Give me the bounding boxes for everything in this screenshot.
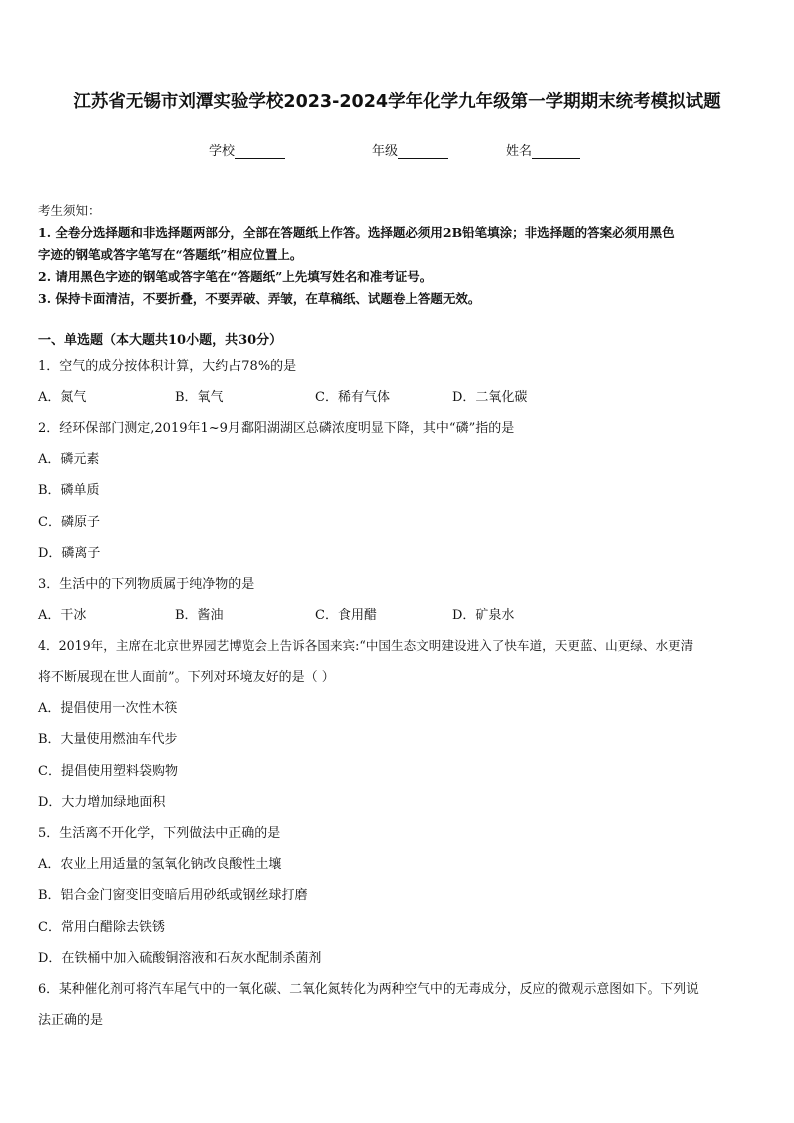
option: B．氧气	[175, 390, 224, 405]
option: A．氮气	[38, 390, 87, 405]
option: D．矿泉水	[452, 608, 515, 623]
grade-field	[372, 140, 448, 159]
option: A．提倡使用一次性木筷	[38, 701, 178, 716]
notice-item: 字迹的钢笔或答字笔写在“答题纸”相应位置上。	[38, 247, 303, 262]
question-stem-continued: 法正确的是	[38, 1013, 104, 1028]
notice-item: 3. 保持卡面清洁，不要折叠，不要弄破、弄皱，在草稿纸、试题卷上答题无效。	[38, 291, 481, 306]
option: D．大力增加绿地面积	[38, 795, 166, 810]
notice-item: 1. 全卷分选择题和非选择题两部分，全部在答题纸上作答。选择题必须用2B铅笔填涂；非选择题的答案必须用黑色	[38, 225, 675, 240]
page-title: 江苏省无锡市刘潭实验学校2023-2024学年化学九年级第一学期期末统考模拟试题	[73, 92, 721, 112]
option: D．在铁桶中加入硫酸铜溶液和石灰水配制杀菌剂	[38, 951, 322, 966]
option: A．磷元素	[38, 452, 100, 467]
question-stem-continued: 将不断展现在世人面前”。下列对环境友好的是（ ）	[38, 670, 335, 685]
question-stem: 1．空气的成分按体积计算，大约占78%的是	[38, 359, 297, 374]
option: C．常用白醋除去铁锈	[38, 920, 165, 935]
school-field	[209, 140, 285, 159]
school-blank	[235, 145, 285, 159]
school-label: 学校	[209, 144, 236, 159]
option: A．农业上用适量的氢氧化钠改良酸性土壤	[38, 857, 282, 872]
name-label: 姓名	[506, 144, 533, 159]
option: B．磷单质	[38, 483, 100, 498]
question-stem: 3．生活中的下列物质属于纯净物的是	[38, 577, 255, 592]
question-stem: 2．经环保部门测定,2019年1~9月鄱阳湖湖区总磷浓度明显下降，其中“磷”指的是	[38, 421, 515, 436]
section-heading: 一、单选题（本大题共10小题，共30分）	[38, 333, 283, 348]
option: D．磷离子	[38, 546, 101, 561]
exam-notice	[38, 200, 760, 310]
option: D．二氧化碳	[452, 390, 528, 405]
option: B．大量使用燃油车代步	[38, 732, 178, 747]
question-stem: 5．生活离不开化学，下列做法中正确的是	[38, 826, 281, 841]
option: C．磷原子	[38, 515, 100, 530]
name-blank	[532, 145, 580, 159]
notice-item: 2. 请用黑色字迹的钢笔或答字笔在“答题纸”上先填写姓名和准考证号。	[38, 269, 433, 284]
grade-label: 年级	[372, 144, 399, 159]
option: C．提倡使用塑料袋购物	[38, 764, 178, 779]
option: C．食用醋	[315, 608, 377, 623]
option: B．酱油	[175, 608, 224, 623]
question-stem: 4．2019年，主席在北京世界园艺博览会上告诉各国来宾:“中国生态文明建设进入了快车道，天更蓝、山更绿、水更清	[38, 638, 694, 653]
grade-blank	[398, 145, 448, 159]
name-field	[506, 140, 580, 159]
question-stem: 6．某种催化剂可将汽车尾气中的一氧化碳、二氧化氮转化为两种空气中的无毒成分，反应的微观示意图如下。下列说	[38, 982, 699, 997]
option: B．铝合金门窗变旧变暗后用砂纸或钢丝球打磨	[38, 888, 308, 903]
option: C．稀有气体	[315, 390, 390, 405]
notice-heading: 考生须知：	[38, 203, 101, 218]
option: A．干冰	[38, 608, 87, 623]
